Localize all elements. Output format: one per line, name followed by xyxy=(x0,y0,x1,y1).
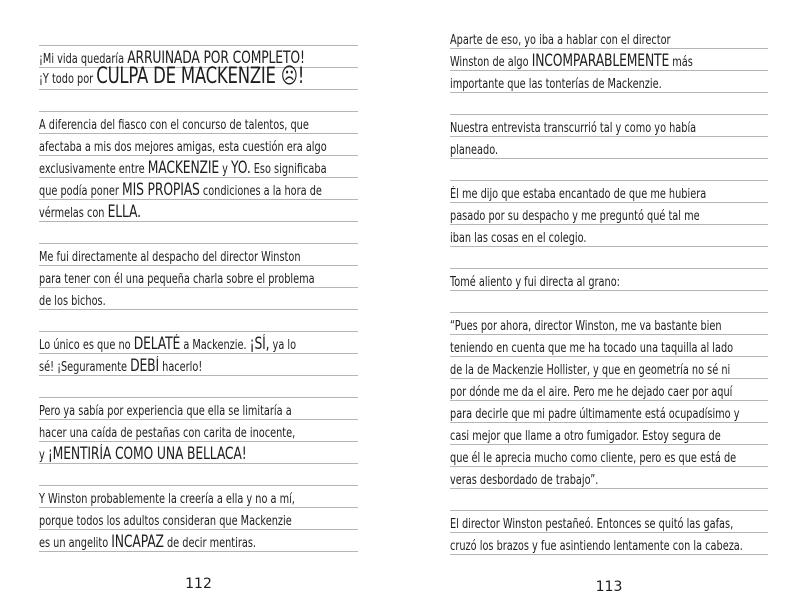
text-line xyxy=(450,445,768,467)
handwritten-text xyxy=(450,427,721,443)
handwritten-text xyxy=(450,471,598,487)
handwritten-text xyxy=(39,116,309,132)
handwritten-text xyxy=(39,490,295,506)
text-segment: veras desbordado de trabajo”. xyxy=(450,473,599,488)
text-segment: sé! ¡Seguramente xyxy=(39,359,131,375)
text-line xyxy=(39,64,358,90)
text-line xyxy=(39,486,358,508)
left-page-lines xyxy=(39,24,358,552)
handwritten-text xyxy=(39,179,322,199)
text-segment: afectaba a mis dos mejores amigas, esta cuestión era algo xyxy=(39,140,327,155)
handwritten-text xyxy=(450,31,671,47)
handwritten-text xyxy=(39,355,203,375)
handwritten-text xyxy=(450,339,733,355)
handwritten-text xyxy=(39,443,247,463)
text-segment: es un angelito xyxy=(39,535,112,551)
text-segment: ¡Y todo por xyxy=(39,72,97,87)
handwritten-text xyxy=(450,405,739,421)
text-line xyxy=(39,266,358,288)
handwritten-text xyxy=(450,75,662,91)
text-line xyxy=(39,442,358,464)
handwritten-text xyxy=(39,248,301,264)
handwritten-text xyxy=(39,270,315,286)
handwritten-text xyxy=(39,201,141,221)
text-segment: que podía poner xyxy=(39,183,123,199)
text-segment: hacer una caída de pestañas con carita de inocente, xyxy=(39,426,296,441)
text-segment: Winston de algo xyxy=(450,54,532,70)
handwritten-text xyxy=(450,317,722,333)
text-line xyxy=(450,181,768,203)
text-line xyxy=(450,533,768,555)
right-page-lines xyxy=(450,27,768,555)
handwritten-text xyxy=(450,383,732,399)
text-segment: Él me dijo que estaba encantado de que me hubiera xyxy=(450,187,707,202)
text-segment: MACKENZIE xyxy=(147,157,220,177)
text-line xyxy=(450,269,768,291)
text-segment: condiciones a la hora de xyxy=(199,183,322,199)
text-line xyxy=(39,508,358,530)
handwritten-text xyxy=(450,119,696,135)
text-segment: DEBÍ xyxy=(130,355,160,375)
text-segment: y xyxy=(219,161,232,177)
text-line xyxy=(39,398,358,420)
text-line xyxy=(450,313,768,335)
text-line xyxy=(450,467,768,489)
text-line xyxy=(450,49,768,71)
text-segment: hacerlo! xyxy=(159,359,203,375)
handwritten-text xyxy=(450,141,498,157)
handwritten-text xyxy=(39,66,304,88)
text-segment: teniendo en cuenta que me ha tocado una taquilla al lado xyxy=(450,341,734,356)
text-segment: INCOMPARABLEMENTE xyxy=(531,50,670,70)
text-line xyxy=(450,401,768,423)
handwritten-text xyxy=(39,292,106,308)
text-segment: Aparte de eso, yo iba a hablar con el director xyxy=(450,33,671,48)
text-line xyxy=(450,137,768,159)
text-segment: INCAPAZ xyxy=(111,531,164,551)
text-line xyxy=(450,511,768,533)
handwritten-text xyxy=(450,361,730,377)
text-line xyxy=(450,115,768,137)
handwritten-text xyxy=(39,138,327,154)
text-line xyxy=(450,27,768,49)
text-line xyxy=(39,156,358,178)
text-line xyxy=(39,420,358,442)
text-line xyxy=(39,288,358,310)
text-line xyxy=(450,335,768,357)
text-line xyxy=(39,222,358,244)
handwritten-text xyxy=(39,402,292,418)
text-segment: pasado por su despacho y me preguntó qué tal me xyxy=(450,209,700,224)
page-number: 113 xyxy=(595,579,623,595)
text-segment: Eso significaba xyxy=(250,161,327,177)
text-line xyxy=(450,357,768,379)
text-segment: de los bichos. xyxy=(39,294,106,309)
text-segment: iban las cosas en el colegio. xyxy=(450,231,587,246)
text-segment: casi mejor que llame a otro fumigador. Estoy segura de xyxy=(450,429,721,444)
text-line xyxy=(450,489,768,511)
handwritten-text xyxy=(450,449,736,465)
text-line xyxy=(450,291,768,313)
text-segment: Tomé aliento y fui directa al grano: xyxy=(450,275,620,290)
handwritten-text xyxy=(450,537,743,553)
text-line xyxy=(450,203,768,225)
handwritten-text xyxy=(450,229,586,245)
handwritten-text xyxy=(450,207,700,223)
text-line xyxy=(39,24,358,46)
text-line xyxy=(39,178,358,200)
page-number: 112 xyxy=(185,576,212,592)
text-segment: por dónde me da el aire. Pero me he dejado caer por aquí xyxy=(450,385,733,400)
text-line xyxy=(39,200,358,222)
text-segment: Y Winston probablemente la creería a ella y no a mí, xyxy=(39,492,295,507)
text-line xyxy=(39,464,358,486)
text-line xyxy=(39,332,358,354)
text-segment: vérmelas con xyxy=(39,205,108,221)
text-line xyxy=(39,310,358,332)
text-segment: de decir mentiras. xyxy=(163,535,256,551)
text-line xyxy=(450,379,768,401)
text-line xyxy=(39,354,358,376)
text-segment: y xyxy=(39,447,48,463)
text-segment: A diferencia del fiasco con el concurso de talentos, que xyxy=(39,118,309,133)
text-segment: para tener con él una pequeña charla sobre el problema xyxy=(39,272,315,287)
text-segment: YO. xyxy=(231,157,251,177)
text-segment: importante que las tonterías de Mackenzie. xyxy=(450,77,662,92)
text-line xyxy=(39,376,358,398)
text-line xyxy=(39,134,358,156)
text-line xyxy=(39,244,358,266)
text-line xyxy=(39,530,358,552)
text-segment: ELLA. xyxy=(107,201,141,221)
text-segment: Pero ya sabía por experiencia que ella se limitaría a xyxy=(39,404,292,419)
text-segment: ARRUINADA POR COMPLETO! xyxy=(127,47,305,67)
text-segment: ¡Mi vida quedaría xyxy=(39,51,128,67)
text-segment: El director Winston pestañeó. Entonces se quitó las gafas, xyxy=(450,517,734,532)
right-page xyxy=(450,27,768,595)
text-segment: “Pues por ahora, director Winston, me va bastante bien xyxy=(450,319,722,334)
text-segment: MIS PROPIAS xyxy=(122,179,200,199)
text-segment: de la de Mackenzie Hollister, y que en geometría no sé ni xyxy=(450,363,731,378)
text-segment: ¡SÍ, xyxy=(249,333,270,353)
text-segment: Lo único es que no xyxy=(39,337,134,353)
text-segment: para decirle que mi padre últimamente está ocupadísimo y xyxy=(450,407,740,422)
text-segment: CULPA DE MACKENZIE xyxy=(96,64,281,89)
text-line xyxy=(39,112,358,134)
handwritten-text xyxy=(39,512,292,528)
handwritten-text xyxy=(450,515,733,531)
text-line xyxy=(450,423,768,445)
text-line xyxy=(450,247,768,269)
text-line xyxy=(450,93,768,115)
text-line xyxy=(450,159,768,181)
text-line xyxy=(450,71,768,93)
text-segment: a Mackenzie. xyxy=(180,337,250,353)
text-segment: ¡MENTIRÍA COMO UNA BELLACA! xyxy=(47,443,247,463)
handwritten-text xyxy=(39,531,256,551)
text-segment: ya lo xyxy=(269,337,297,353)
handwritten-text xyxy=(450,273,620,289)
text-segment: exclusivamente entre xyxy=(39,161,148,177)
text-segment: más xyxy=(669,54,693,70)
text-line xyxy=(450,225,768,247)
handwritten-text xyxy=(450,50,693,70)
sad-face-icon: ☹ xyxy=(280,64,298,89)
text-segment: cruzó los brazos y fue asintiendo lentamente con la cabeza. xyxy=(450,539,743,554)
text-segment: porque todos los adultos consideran que Mackenzie xyxy=(39,514,292,529)
text-segment: Me fui directamente al despacho del director Winston xyxy=(39,250,301,265)
text-segment: planeado. xyxy=(450,143,499,158)
handwritten-text xyxy=(450,185,706,201)
text-line xyxy=(39,90,358,112)
text-segment: Nuestra entrevista transcurrió tal y como yo había xyxy=(450,121,697,136)
text-segment: que él le aprecia mucho como cliente, pero es que está de xyxy=(450,451,737,466)
left-page xyxy=(39,24,358,592)
handwritten-text xyxy=(39,157,327,177)
text-segment: DELATÉ xyxy=(133,333,181,353)
text-segment: ! xyxy=(297,64,305,89)
handwritten-text xyxy=(39,424,295,440)
handwritten-text xyxy=(39,333,297,353)
